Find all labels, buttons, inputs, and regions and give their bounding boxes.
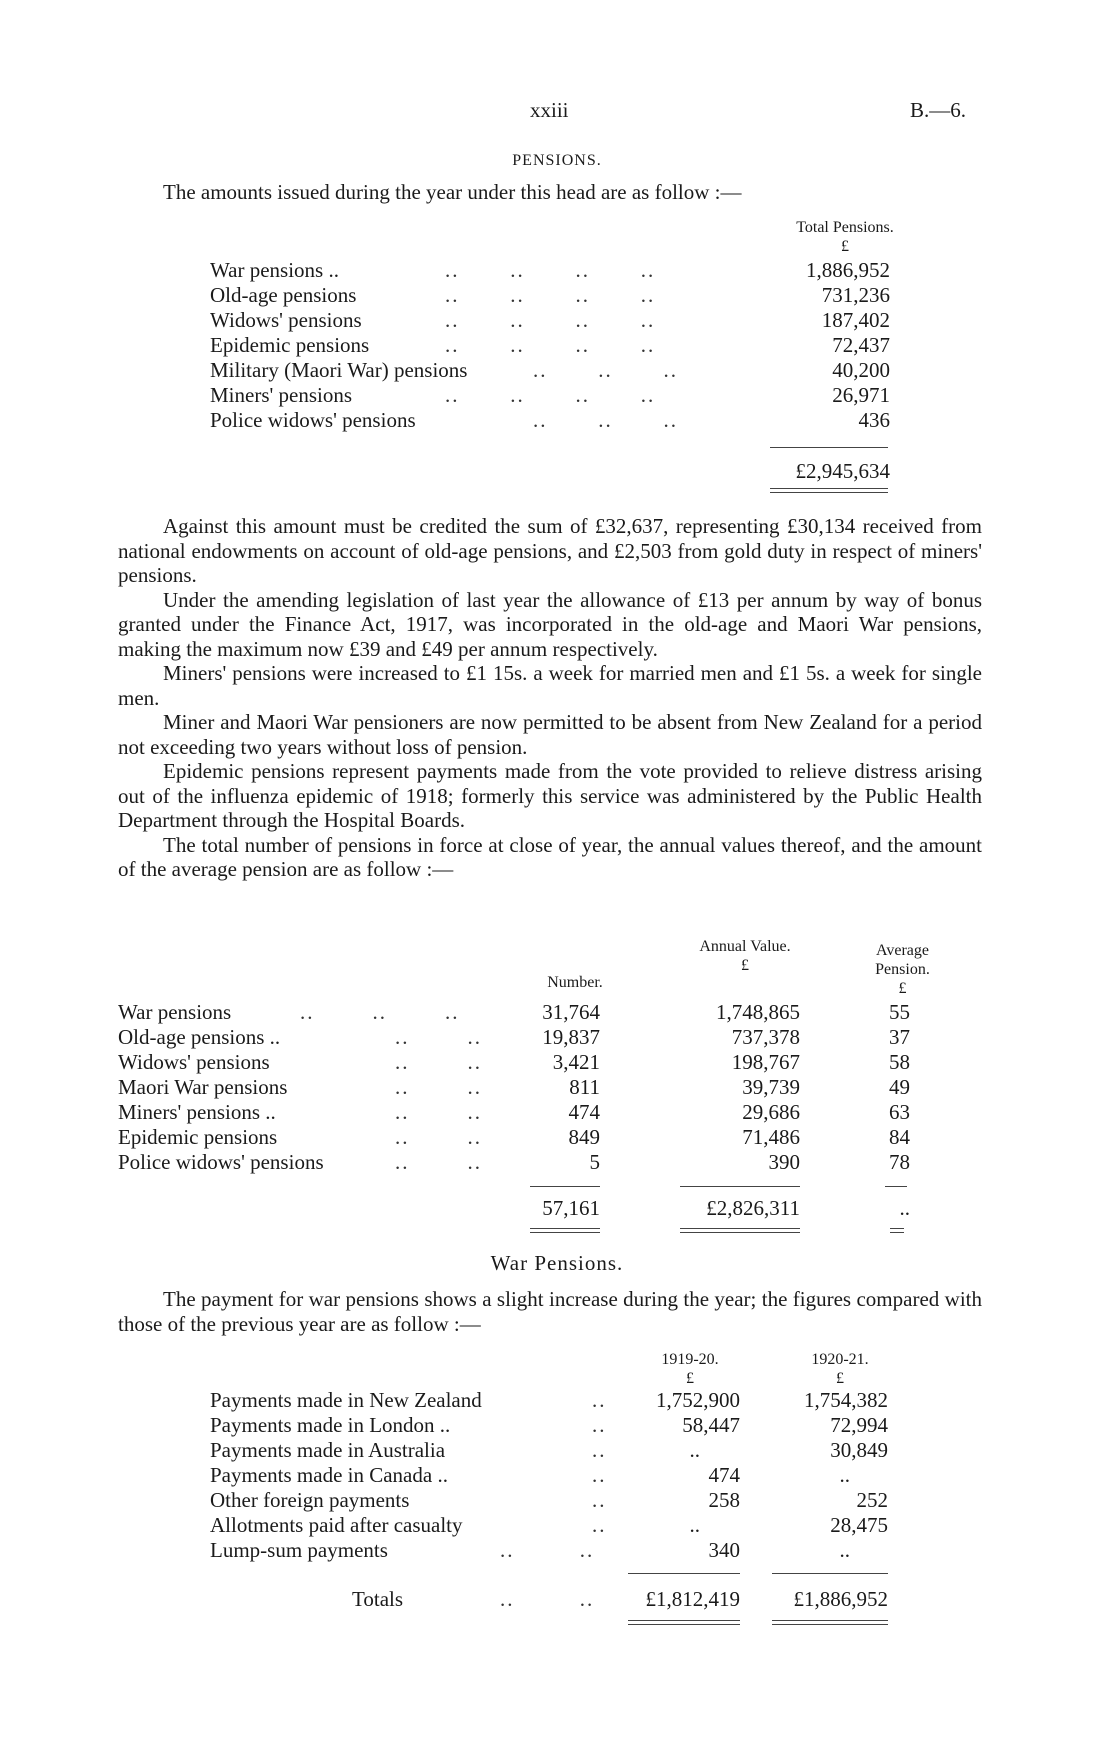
war-pensions-title: War Pensions. [490, 1251, 624, 1275]
row-label: Maori War pensions [118, 1075, 288, 1099]
row-label: Police widows' pensions [118, 1150, 324, 1174]
total-pensions-label: Total Pensions. [796, 219, 894, 236]
leader-dots: .. [592, 1488, 607, 1512]
paragraph: Against this amount must be credited the sum of £32,637, representing £30,134 received from national endowments on account of old-age pensions, and £2,503 from gold duty in respect of miners' pensions. [118, 514, 982, 587]
row-value: 198,767 [731, 1050, 800, 1074]
row-value: 71,486 [742, 1125, 800, 1149]
total-value: £2,826,311 [706, 1196, 800, 1220]
total-double-rule-top [680, 1228, 800, 1229]
row-number: 3,421 [552, 1050, 600, 1074]
leader-dots: .. .. .. .. [445, 283, 656, 307]
row-value: 1,748,865 [716, 1000, 800, 1024]
row-1919: .. [689, 1438, 700, 1462]
leader-dots: .. .. [395, 1100, 482, 1124]
row-label: Payments made in New Zealand [210, 1388, 482, 1412]
row-label: Widows' pensions [118, 1050, 270, 1074]
row-average: 55 [889, 1000, 910, 1024]
total-pensions-header [775, 218, 915, 256]
row-1920: .. [839, 1538, 850, 1562]
leader-dots: .. .. .. .. [445, 333, 656, 357]
row-value: 731,236 [821, 283, 890, 307]
body-paragraphs [118, 514, 982, 882]
number-header: Number. [547, 974, 603, 991]
row-value: 737,378 [731, 1025, 800, 1049]
row-1920: 72,994 [830, 1413, 888, 1437]
leader-dots: .. [592, 1513, 607, 1537]
row-number: 19,837 [542, 1025, 600, 1049]
row-1920: .. [839, 1463, 850, 1487]
total-double-rule-top [772, 1620, 888, 1621]
row-average: 58 [889, 1050, 910, 1074]
leader-dots: .. .. .. [300, 1000, 460, 1024]
paragraph: The total number of pensions in force at close of year, the annual values thereof, and the amount of the average pension are as follow :— [118, 832, 982, 881]
row-value: 26,971 [832, 383, 890, 407]
pensions-intro: The amounts issued during the year under this head are as follow :— [163, 180, 742, 204]
row-label: War pensions [118, 1000, 232, 1024]
total-double-rule-bottom [772, 1624, 888, 1625]
paragraph: Miner and Maori War pensioners are now permitted to be absent from New Zealand for a period not exceeding two years without loss of pension. [118, 710, 982, 759]
subtotal-rule [628, 1573, 740, 1574]
total-1919: £1,812,419 [645, 1587, 740, 1611]
row-value: 436 [858, 408, 890, 432]
total-double-rule-top [530, 1228, 600, 1229]
total-double-rule-bottom [628, 1624, 740, 1625]
leader-dots: .. .. [395, 1025, 482, 1049]
row-1919: 258 [708, 1488, 740, 1512]
leader-dots: .. .. .. .. [445, 258, 656, 282]
row-average: 63 [889, 1100, 910, 1124]
row-label: Lump-sum payments [210, 1538, 388, 1562]
leader-dots: .. .. [500, 1538, 595, 1562]
total-double-rule-top [628, 1620, 740, 1621]
row-label: Military (Maori War) pensions [210, 358, 468, 382]
year-1920-label: 1920-21. [811, 1351, 869, 1368]
currency-symbol: £ [836, 1370, 844, 1387]
row-average: 49 [889, 1075, 910, 1099]
row-1920: 252 [856, 1488, 888, 1512]
currency-symbol: £ [898, 980, 907, 997]
leader-dots: .. .. .. [533, 358, 678, 382]
page-number: xxiii [530, 98, 569, 122]
row-1920: 1,754,382 [804, 1388, 888, 1412]
row-label: War pensions .. [210, 258, 339, 282]
year-1919-header [640, 1350, 740, 1388]
leader-dots: .. .. [500, 1587, 595, 1611]
average-pension-header [855, 941, 950, 998]
total-number: 57,161 [542, 1196, 600, 1220]
row-value: 29,686 [742, 1100, 800, 1124]
row-label: Allotments paid after casualty [210, 1513, 463, 1537]
leader-dots: .. .. [395, 1050, 482, 1074]
subtotal-rule [680, 1186, 800, 1187]
row-label: Epidemic pensions [118, 1125, 278, 1149]
totals-label: Totals [352, 1587, 404, 1611]
row-value: 1,886,952 [806, 258, 890, 282]
row-1920: 28,475 [830, 1513, 888, 1537]
row-value: 187,402 [821, 308, 890, 332]
paragraph: Epidemic pensions represent payments made from the vote provided to relieve distress arising out of the influenza epidemic of 1918; formerly this service was administered by the Public Health Department through the Hospital Boards. [118, 759, 982, 832]
row-label: Old-age pensions .. [118, 1025, 281, 1049]
leader-dots: .. [592, 1388, 607, 1412]
row-number: 5 [589, 1150, 600, 1174]
leader-dots: .. .. .. .. [445, 308, 656, 332]
leader-dots: .. .. [395, 1075, 482, 1099]
total-1920: £1,886,952 [793, 1587, 888, 1611]
row-1919: .. [689, 1513, 700, 1537]
year-1919-label: 1919-20. [661, 1351, 719, 1368]
row-value: 40,200 [832, 358, 890, 382]
paragraph: Under the amending legislation of last year the allowance of £13 per annum by way of bonus granted under the Finance Act, 1917, was incorporated in the old-age and Maori War pensions, making the maximum now £39 and £49 per annum respectively. [118, 587, 982, 661]
row-average: 78 [889, 1150, 910, 1174]
row-number: 849 [568, 1125, 600, 1149]
row-value: 72,437 [832, 333, 890, 357]
leader-dots: .. .. [395, 1125, 482, 1149]
leader-dots: .. [592, 1413, 607, 1437]
row-label: Epidemic pensions [210, 333, 370, 357]
row-value: 39,739 [742, 1075, 800, 1099]
document-reference: B.—6. [910, 98, 967, 122]
row-1919: 340 [708, 1538, 740, 1562]
average-pension-label: Average Pension. [875, 942, 930, 978]
row-1919: 58,447 [682, 1413, 740, 1437]
total-double-rule-bottom [770, 492, 888, 493]
row-label: Other foreign payments [210, 1488, 410, 1512]
war-pensions-intro: The payment for war pensions shows a slight increase during the year; the figures compared with those of the previous year are as follow :— [118, 1287, 982, 1336]
leader-dots: .. [592, 1463, 607, 1487]
total-double-rule-top [890, 1228, 904, 1229]
leader-dots: .. .. .. .. [445, 383, 656, 407]
row-1920: 30,849 [830, 1438, 888, 1462]
subtotal-rule [770, 447, 888, 448]
row-label: Old-age pensions [210, 283, 357, 307]
row-label: Widows' pensions [210, 308, 362, 332]
row-1919: 474 [708, 1463, 740, 1487]
row-label: Payments made in Canada .. [210, 1463, 448, 1487]
currency-symbol: £ [686, 1370, 694, 1387]
row-number: 474 [568, 1100, 600, 1124]
pensions-total: £2,945,634 [795, 459, 890, 483]
currency-symbol: £ [841, 238, 849, 255]
total-double-rule-bottom [890, 1232, 904, 1233]
row-label: Miners' pensions [210, 383, 353, 407]
paragraph: Miners' pensions were increased to £1 15s. a week for married men and £1 5s. a week for single men. [118, 661, 982, 710]
subtotal-rule [772, 1573, 888, 1574]
total-average: .. [899, 1196, 910, 1220]
row-1919: 1,752,900 [656, 1388, 740, 1412]
leader-dots: .. [592, 1438, 607, 1462]
row-label: Miners' pensions .. [118, 1100, 276, 1124]
row-number: 811 [569, 1075, 600, 1099]
row-label: Police widows' pensions [210, 408, 416, 432]
annual-value-header [690, 937, 800, 975]
row-label: Payments made in Australia [210, 1438, 446, 1462]
war-pensions-intro-block [118, 1287, 982, 1336]
row-value: 390 [768, 1150, 800, 1174]
row-average: 84 [889, 1125, 910, 1149]
total-double-rule-bottom [530, 1232, 600, 1233]
row-average: 37 [889, 1025, 910, 1049]
row-label: Payments made in London .. [210, 1413, 451, 1437]
annual-value-label: Annual Value. [699, 938, 791, 955]
leader-dots: .. .. [395, 1150, 482, 1174]
row-number: 31,764 [542, 1000, 600, 1024]
currency-symbol: £ [741, 957, 749, 974]
leader-dots: .. .. .. [533, 408, 678, 432]
pensions-title: PENSIONS. [512, 152, 602, 169]
subtotal-rule [530, 1186, 600, 1187]
total-double-rule-bottom [680, 1232, 800, 1233]
total-double-rule-top [770, 488, 888, 489]
subtotal-rule [885, 1186, 907, 1187]
year-1920-header [790, 1350, 890, 1388]
